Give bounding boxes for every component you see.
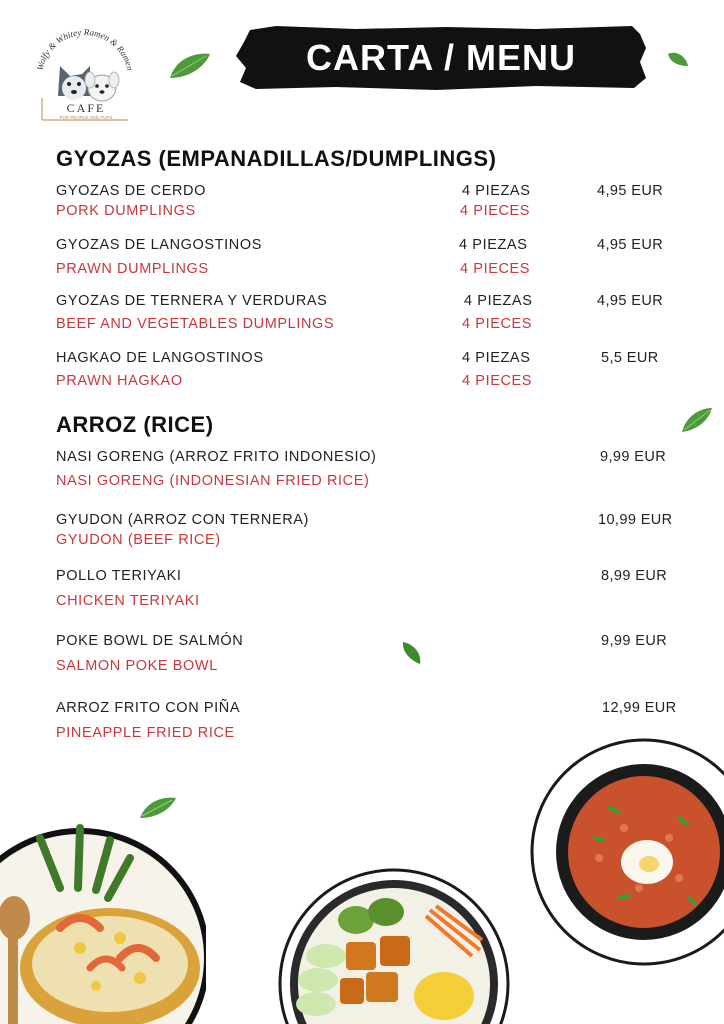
item-price: 8,99 EUR [601,568,668,584]
item-name-en: GYUDON (BEEF RICE) [56,532,221,548]
item-name-en: CHICKEN TERIYAKI [56,593,200,609]
svg-text:Wolfy & Whitey Ramen & Ramen [35,27,136,72]
leaf-icon [168,52,212,80]
logo-tagline: FOR PEOPLE AND PUPS [59,115,113,120]
item-price: 9,99 EUR [601,633,668,649]
item-name-en: SALMON POKE BOWL [56,658,218,674]
item-qty-es: 4 PIEZAS [462,183,531,199]
item-price: 4,95 EUR [597,237,664,253]
item-qty-en: 4 PIECES [462,373,533,389]
white-dog-icon [85,72,119,101]
item-price: 4,95 EUR [597,293,664,309]
section-title-gyozas: GYOZAS (EMPANADILLAS/DUMPLINGS) [56,146,497,171]
logo-arc-text: Wolfy & Whitey Ramen & Ramen [34,26,136,72]
logo-cafe-text: CAFE [66,101,106,115]
item-name-en: BEEF AND VEGETABLES DUMPLINGS [56,316,335,332]
pineapple-fried-rice-photo [0,818,206,1024]
item-price: 10,99 EUR [598,512,673,528]
item-qty-es: 4 PIEZAS [459,237,528,253]
item-price: 4,95 EUR [597,183,664,199]
item-name-es: HAGKAO DE LANGOSTINOS [56,350,264,366]
section-title-arroz: ARROZ (RICE) [56,412,214,437]
poke-bowl-photo [276,866,512,1024]
item-qty-es: 4 PIEZAS [462,350,531,366]
item-qty-en: 4 PIECES [462,316,533,332]
item-name-en: NASI GORENG (INDONESIAN FRIED RICE) [56,473,370,489]
item-name-es: GYOZAS DE TERNERA Y VERDURAS [56,293,328,309]
item-name-en: PRAWN HAGKAO [56,373,183,389]
item-qty-es: 4 PIEZAS [464,293,533,309]
leaf-icon [680,406,714,434]
item-price: 12,99 EUR [602,700,677,716]
cafe-logo [30,26,140,122]
item-name-en: PRAWN DUMPLINGS [56,261,209,277]
item-qty-en: 4 PIECES [460,203,531,219]
item-name-es: NASI GORENG (ARROZ FRITO INDONESIO) [56,449,377,465]
item-name-en: PINEAPPLE FRIED RICE [56,725,235,741]
leaf-icon [400,640,424,666]
item-name-es: GYOZAS DE LANGOSTINOS [56,237,262,253]
item-qty-en: 4 PIECES [460,261,531,277]
item-price: 9,99 EUR [600,449,667,465]
leaf-icon [666,50,690,70]
item-name-es: POLLO TERIYAKI [56,568,182,584]
item-price: 5,5 EUR [601,350,659,366]
item-name-es: GYOZAS DE CERDO [56,183,206,199]
item-name-en: PORK DUMPLINGS [56,203,196,219]
page-title: CARTA / MENU [306,37,576,78]
nasi-goreng-photo [529,738,724,968]
leaf-icon [138,796,178,820]
item-name-es: ARROZ FRITO CON PIÑA [56,700,241,716]
item-name-es: POKE BOWL DE SALMÓN [56,633,244,649]
item-name-es: GYUDON (ARROZ CON TERNERA) [56,512,309,528]
